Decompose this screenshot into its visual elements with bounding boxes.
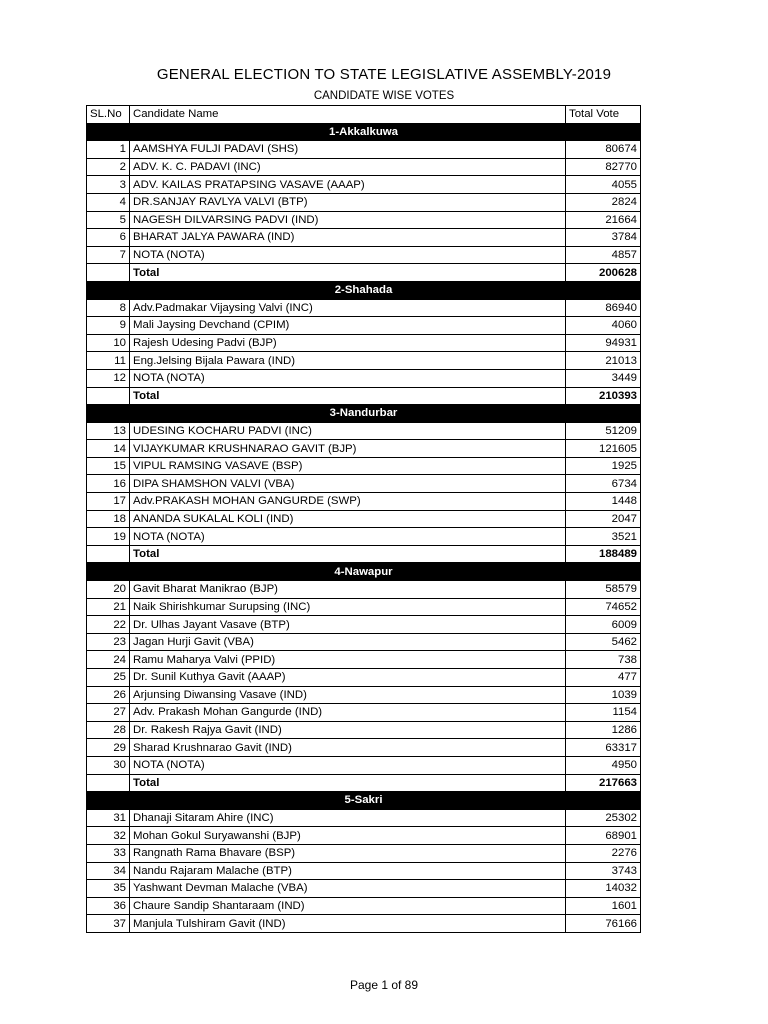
page-number: Page 1 of 89 xyxy=(349,978,419,992)
table-row xyxy=(87,669,641,687)
total-label: Total xyxy=(130,387,566,405)
table-row xyxy=(87,704,641,722)
candidate-name-cell: VIPUL RAMSING VASAVE (BSP) xyxy=(130,457,566,475)
total-vote-cell: 1154 xyxy=(566,704,641,722)
table-row xyxy=(87,422,641,440)
table-row xyxy=(87,844,641,862)
total-value: 200628 xyxy=(566,264,641,282)
table-row xyxy=(87,440,641,458)
total-vote-cell: 76166 xyxy=(566,915,641,933)
candidate-name-cell: Arjunsing Diwansing Vasave (IND) xyxy=(130,686,566,704)
header-sl-no: SL.No xyxy=(87,106,130,124)
sl-no-cell: 1 xyxy=(87,141,130,159)
header-total-vote: Total Vote xyxy=(566,106,641,124)
total-vote-cell: 6734 xyxy=(566,475,641,493)
candidate-name-cell: Manjula Tulshiram Gavit (IND) xyxy=(130,915,566,933)
total-vote-cell: 63317 xyxy=(566,739,641,757)
table-row xyxy=(87,721,641,739)
sl-no-cell: 31 xyxy=(87,809,130,827)
candidate-name-cell: Adv. Prakash Mohan Gangurde (IND) xyxy=(130,704,566,722)
total-vote-cell: 94931 xyxy=(566,334,641,352)
table-row xyxy=(87,915,641,933)
constituency-header xyxy=(87,792,641,810)
candidate-name-cell: Mali Jaysing Devchand (CPIM) xyxy=(130,317,566,335)
candidate-name-cell: DR.SANJAY RAVLYA VALVI (BTP) xyxy=(130,193,566,211)
total-vote-cell: 3743 xyxy=(566,862,641,880)
total-vote-cell: 477 xyxy=(566,669,641,687)
sl-no-cell: 24 xyxy=(87,651,130,669)
table-row xyxy=(87,897,641,915)
sl-no-cell: 3 xyxy=(87,176,130,194)
candidate-name-cell: BHARAT JALYA PAWARA (IND) xyxy=(130,229,566,247)
votes-table-body xyxy=(87,106,641,933)
total-label: Total xyxy=(130,774,566,792)
candidate-name-cell: Dr. Sunil Kuthya Gavit (AAAP) xyxy=(130,669,566,687)
total-vote-cell: 21013 xyxy=(566,352,641,370)
candidate-name-cell: NOTA (NOTA) xyxy=(130,246,566,264)
candidate-name-cell: Nandu Rajaram Malache (BTP) xyxy=(130,862,566,880)
candidate-name-cell: Mohan Gokul Suryawanshi (BJP) xyxy=(130,827,566,845)
sl-no-cell: 20 xyxy=(87,581,130,599)
total-row xyxy=(87,264,641,282)
total-vote-cell: 74652 xyxy=(566,598,641,616)
candidate-name-cell: DIPA SHAMSHON VALVI (VBA) xyxy=(130,475,566,493)
sl-no-cell: 17 xyxy=(87,493,130,511)
candidate-name-cell: Dr. Ulhas Jayant Vasave (BTP) xyxy=(130,616,566,634)
table-row xyxy=(87,475,641,493)
sl-no-cell: 14 xyxy=(87,440,130,458)
sl-no-cell: 27 xyxy=(87,704,130,722)
table-row xyxy=(87,651,641,669)
total-vote-cell: 121605 xyxy=(566,440,641,458)
header-row xyxy=(87,106,641,124)
total-blank-cell xyxy=(87,545,130,563)
total-vote-cell: 51209 xyxy=(566,422,641,440)
table-row xyxy=(87,193,641,211)
total-vote-cell: 3521 xyxy=(566,528,641,546)
constituency-name: 1-Akkalkuwa xyxy=(87,123,641,141)
total-value: 210393 xyxy=(566,387,641,405)
total-label: Total xyxy=(130,264,566,282)
table-row xyxy=(87,369,641,387)
candidate-name-cell: Yashwant Devman Malache (VBA) xyxy=(130,880,566,898)
total-vote-cell: 738 xyxy=(566,651,641,669)
sl-no-cell: 33 xyxy=(87,844,130,862)
header-candidate-name: Candidate Name xyxy=(130,106,566,124)
candidate-name-cell: Dr. Rakesh Rajya Gavit (IND) xyxy=(130,721,566,739)
candidate-name-cell: VIJAYKUMAR KRUSHNARAO GAVIT (BJP) xyxy=(130,440,566,458)
sl-no-cell: 35 xyxy=(87,880,130,898)
constituency-name: 4-Nawapur xyxy=(87,563,641,581)
sl-no-cell: 5 xyxy=(87,211,130,229)
table-row xyxy=(87,598,641,616)
total-vote-cell: 4857 xyxy=(566,246,641,264)
sl-no-cell: 19 xyxy=(87,528,130,546)
sl-no-cell: 4 xyxy=(87,193,130,211)
total-blank-cell xyxy=(87,774,130,792)
table-row xyxy=(87,739,641,757)
table-row xyxy=(87,633,641,651)
sl-no-cell: 6 xyxy=(87,229,130,247)
candidate-name-cell: Adv.PRAKASH MOHAN GANGURDE (SWP) xyxy=(130,493,566,511)
candidate-name-cell: UDESING KOCHARU PADVI (INC) xyxy=(130,422,566,440)
sl-no-cell: 23 xyxy=(87,633,130,651)
table-row xyxy=(87,809,641,827)
sl-no-cell: 25 xyxy=(87,669,130,687)
total-vote-cell: 86940 xyxy=(566,299,641,317)
sl-no-cell: 2 xyxy=(87,158,130,176)
table-row xyxy=(87,176,641,194)
table-row xyxy=(87,158,641,176)
total-vote-cell: 82770 xyxy=(566,158,641,176)
candidate-name-cell: Dhanaji Sitaram Ahire (INC) xyxy=(130,809,566,827)
candidate-name-cell: Ramu Maharya Valvi (PPID) xyxy=(130,651,566,669)
total-vote-cell: 4950 xyxy=(566,756,641,774)
candidate-name-cell: ANANDA SUKALAL KOLI (IND) xyxy=(130,510,566,528)
sl-no-cell: 7 xyxy=(87,246,130,264)
table-row xyxy=(87,211,641,229)
sl-no-cell: 32 xyxy=(87,827,130,845)
votes-table xyxy=(86,105,641,933)
sl-no-cell: 15 xyxy=(87,457,130,475)
candidate-name-cell: NAGESH DILVARSING PADVI (IND) xyxy=(130,211,566,229)
table-row xyxy=(87,352,641,370)
candidate-name-cell: Naik Shirishkumar Surupsing (INC) xyxy=(130,598,566,616)
sl-no-cell: 8 xyxy=(87,299,130,317)
candidate-name-cell: Rangnath Rama Bhavare (BSP) xyxy=(130,844,566,862)
total-vote-cell: 5462 xyxy=(566,633,641,651)
total-value: 188489 xyxy=(566,545,641,563)
table-row xyxy=(87,457,641,475)
total-vote-cell: 1925 xyxy=(566,457,641,475)
total-vote-cell: 1448 xyxy=(566,493,641,511)
candidate-name-cell: AAMSHYA FULJI PADAVI (SHS) xyxy=(130,141,566,159)
total-label: Total xyxy=(130,545,566,563)
candidate-name-cell: ADV. K. C. PADAVI (INC) xyxy=(130,158,566,176)
total-vote-cell: 2824 xyxy=(566,193,641,211)
constituency-header xyxy=(87,123,641,141)
candidate-name-cell: Sharad Krushnarao Gavit (IND) xyxy=(130,739,566,757)
table-row xyxy=(87,581,641,599)
sl-no-cell: 16 xyxy=(87,475,130,493)
total-vote-cell: 3449 xyxy=(566,369,641,387)
table-row xyxy=(87,686,641,704)
total-vote-cell: 1601 xyxy=(566,897,641,915)
sl-no-cell: 36 xyxy=(87,897,130,915)
sl-no-cell: 34 xyxy=(87,862,130,880)
constituency-name: 2-Shahada xyxy=(87,281,641,299)
sl-no-cell: 13 xyxy=(87,422,130,440)
candidate-name-cell: NOTA (NOTA) xyxy=(130,756,566,774)
total-vote-cell: 25302 xyxy=(566,809,641,827)
table-row xyxy=(87,616,641,634)
sl-no-cell: 9 xyxy=(87,317,130,335)
total-vote-cell: 6009 xyxy=(566,616,641,634)
constituency-header xyxy=(87,563,641,581)
candidate-name-cell: Gavit Bharat Manikrao (BJP) xyxy=(130,581,566,599)
total-vote-cell: 14032 xyxy=(566,880,641,898)
page-title: GENERAL ELECTION TO STATE LEGISLATIVE ASSEMBLY-2019 xyxy=(156,66,612,83)
sl-no-cell: 28 xyxy=(87,721,130,739)
candidate-name-cell: Rajesh Udesing Padvi (BJP) xyxy=(130,334,566,352)
constituency-header xyxy=(87,281,641,299)
sl-no-cell: 30 xyxy=(87,756,130,774)
total-vote-cell: 68901 xyxy=(566,827,641,845)
candidate-name-cell: Chaure Sandip Shantaraam (IND) xyxy=(130,897,566,915)
table-row xyxy=(87,880,641,898)
total-vote-cell: 21664 xyxy=(566,211,641,229)
candidate-name-cell: Jagan Hurji Gavit (VBA) xyxy=(130,633,566,651)
sl-no-cell: 10 xyxy=(87,334,130,352)
total-vote-cell: 4055 xyxy=(566,176,641,194)
table-row xyxy=(87,246,641,264)
total-row xyxy=(87,774,641,792)
sl-no-cell: 37 xyxy=(87,915,130,933)
table-row xyxy=(87,141,641,159)
constituency-name: 3-Nandurbar xyxy=(87,405,641,423)
sl-no-cell: 12 xyxy=(87,369,130,387)
total-vote-cell: 2047 xyxy=(566,510,641,528)
table-row xyxy=(87,510,641,528)
table-row xyxy=(87,528,641,546)
total-vote-cell: 3784 xyxy=(566,229,641,247)
total-vote-cell: 1039 xyxy=(566,686,641,704)
total-vote-cell: 1286 xyxy=(566,721,641,739)
page-subtitle: CANDIDATE WISE VOTES xyxy=(313,90,455,102)
total-blank-cell xyxy=(87,264,130,282)
table-row xyxy=(87,827,641,845)
sl-no-cell: 11 xyxy=(87,352,130,370)
total-blank-cell xyxy=(87,387,130,405)
sl-no-cell: 22 xyxy=(87,616,130,634)
constituency-name: 5-Sakri xyxy=(87,792,641,810)
candidate-name-cell: Eng.Jelsing Bijala Pawara (IND) xyxy=(130,352,566,370)
candidate-name-cell: ADV. KAILAS PRATAPSING VASAVE (AAAP) xyxy=(130,176,566,194)
sl-no-cell: 26 xyxy=(87,686,130,704)
total-vote-cell: 58579 xyxy=(566,581,641,599)
total-vote-cell: 4060 xyxy=(566,317,641,335)
total-value: 217663 xyxy=(566,774,641,792)
sl-no-cell: 29 xyxy=(87,739,130,757)
table-row xyxy=(87,493,641,511)
total-vote-cell: 80674 xyxy=(566,141,641,159)
total-vote-cell: 2276 xyxy=(566,844,641,862)
sl-no-cell: 18 xyxy=(87,510,130,528)
constituency-header xyxy=(87,405,641,423)
total-row xyxy=(87,387,641,405)
candidate-name-cell: NOTA (NOTA) xyxy=(130,528,566,546)
table-row xyxy=(87,229,641,247)
candidate-name-cell: Adv.Padmakar Vijaysing Valvi (INC) xyxy=(130,299,566,317)
table-row xyxy=(87,334,641,352)
candidate-name-cell: NOTA (NOTA) xyxy=(130,369,566,387)
table-row xyxy=(87,862,641,880)
sl-no-cell: 21 xyxy=(87,598,130,616)
total-row xyxy=(87,545,641,563)
table-row xyxy=(87,317,641,335)
table-row xyxy=(87,299,641,317)
table-row xyxy=(87,756,641,774)
